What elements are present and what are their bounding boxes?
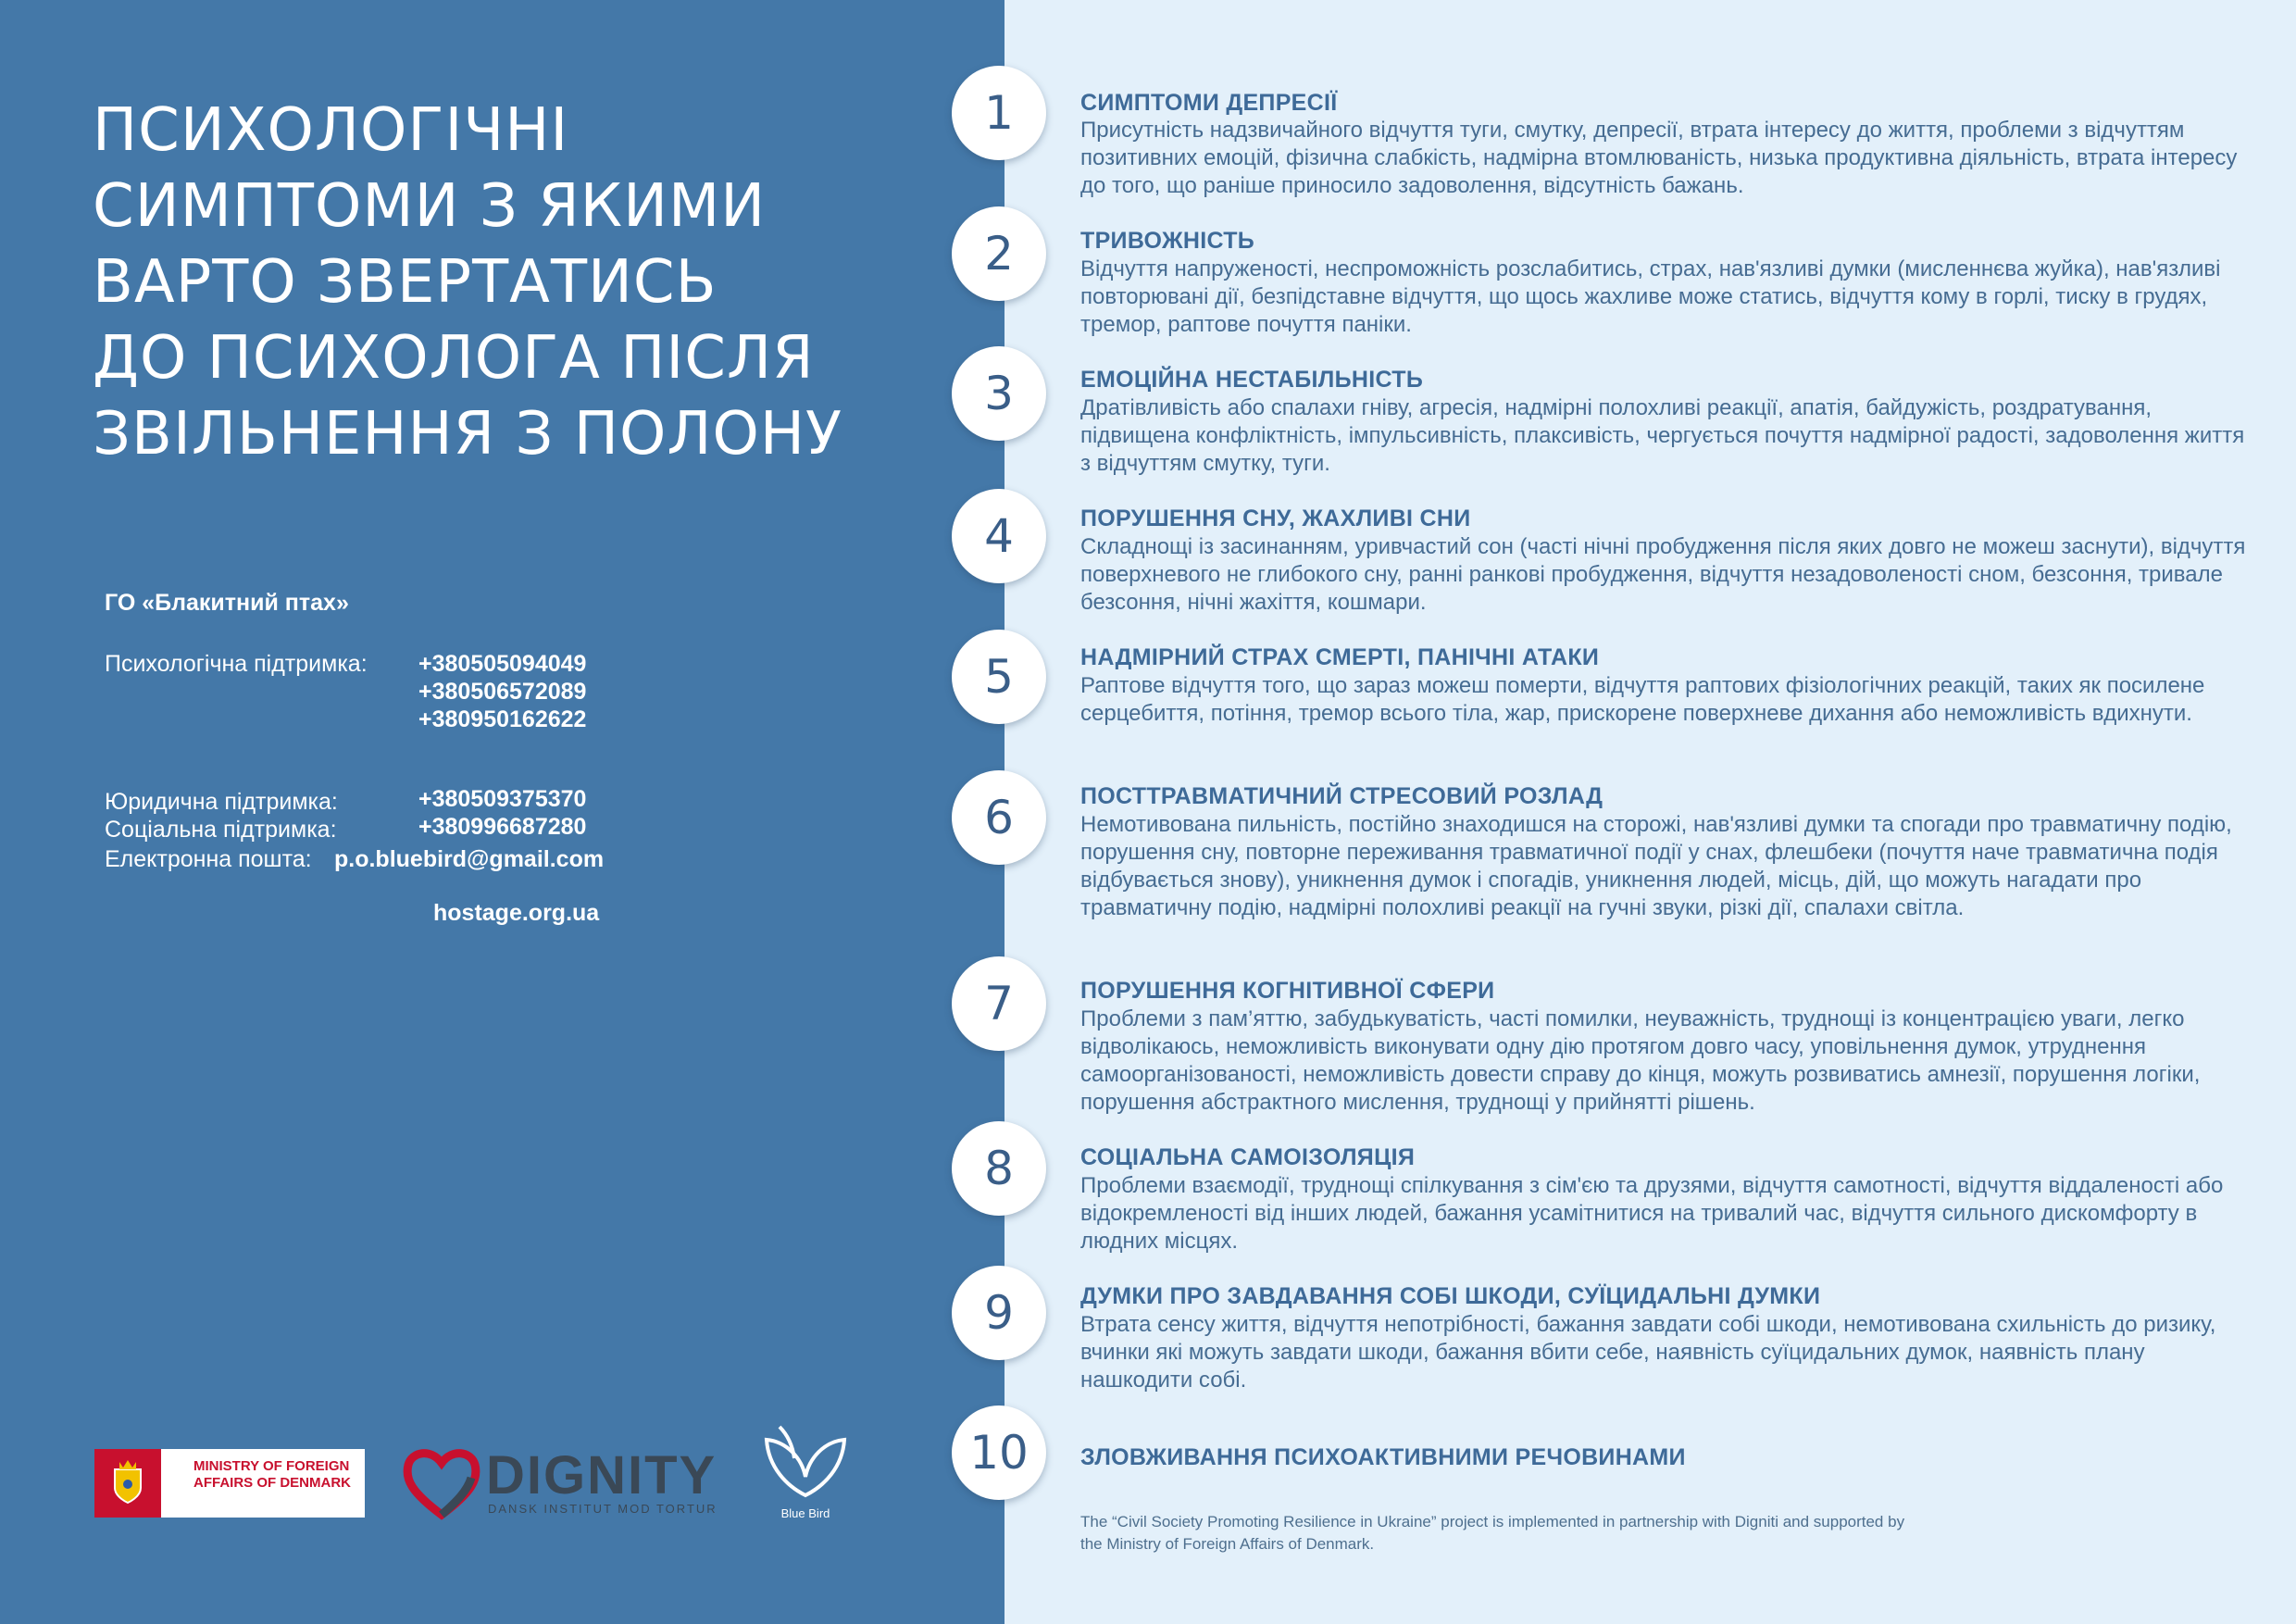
title-line: ЗВІЛЬНЕННЯ З ПОЛОНУ	[93, 400, 842, 468]
website-link[interactable]: hostage.org.ua	[433, 900, 600, 926]
dignity-subtitle: DANSK INSTITUT MOD TORTUR	[488, 1502, 718, 1516]
blue-bird-text: Blue Bird	[780, 1506, 830, 1520]
crest-icon	[94, 1449, 161, 1518]
title-line: ВАРТО ЗВЕРТАТИСЬ	[93, 248, 718, 317]
number-badge: 7	[952, 956, 1046, 1051]
symptom-title: ТРИВОЖНІСТЬ	[1080, 228, 1255, 254]
mfa-denmark-logo	[94, 1449, 365, 1518]
project-footnote: The “Civil Society Promoting Resilience in Ukraine” project is implemented in partnership with Digniti and supported by the Ministry of Foreign Affairs of Denmark.	[1080, 1513, 1905, 1553]
number-badge: 3	[952, 346, 1046, 441]
number-badge: 5	[952, 630, 1046, 724]
symptom-title: СОЦІАЛЬНА САМОІЗОЛЯЦІЯ	[1080, 1144, 1416, 1170]
symptom-description: Немотивована пильність, постійно знаходишся на сторожі, нав'язливі думки та спогади про травматичну подію, порушення сну, повторне переживання травматичної події у снах, флешбеки (почуття наче травматична подія відбувається знову), уникнення думок і спогадів, уникнення людей, місць, дій, що можуть нагадати про травматичну подію, надмірні полохливі реакції на гучні звуки, різкі дії, спалахи світла.	[1080, 812, 2232, 920]
symptom-description: Проблеми з пам’яттю, забудькуватість, часті помилки, неуважність, труднощі із концентрацією уваги, легко відволікаюсь, неможливість виконувати одну дію протягом довго часу, уповільнення думок, утруднення самоорганізованості, неможливість довести справу до кінця, можуть розвиватись амнезії, порушення логіки, порушення абстрактного мислення, труднощі у прийнятті рішень.	[1080, 1006, 2201, 1115]
number-badge: 6	[952, 770, 1046, 865]
title-line: ДО ПСИХОЛОГА ПІСЛЯ	[93, 324, 815, 393]
number-badge: 2	[952, 206, 1046, 301]
legal-support-label: Юридична підтримка:	[105, 789, 338, 815]
dignity-wordmark: DIGNITY	[486, 1445, 718, 1505]
symptom-title: СИМПТОМИ ДЕПРЕСІЇ	[1080, 90, 1338, 116]
page-title	[93, 93, 926, 472]
number-badge: 4	[952, 489, 1046, 583]
symptom-title: ПОРУШЕННЯ КОГНІТИВНОЇ СФЕРИ	[1080, 978, 1495, 1004]
mfa-logo-text: MINISTRY OF FOREIGN AFFAIRS OF DENMARK	[193, 1458, 351, 1491]
heart-icon	[403, 1444, 480, 1522]
symptom-title: ДУМКИ ПРО ЗАВДАВАННЯ СОБІ ШКОДИ, СУЇЦИДАЛЬНІ ДУМКИ	[1080, 1283, 1821, 1309]
number-badge: 1	[952, 66, 1046, 160]
symptom-description: Раптове відчуття того, що зараз можеш померти, відчуття раптових фізіологічних реакцій, таких як посилене серцебиття, потіння, тремор всього тіла, жар, прискорене поверхневе дихання або неможливість вдихнути.	[1080, 673, 2205, 726]
bird-icon	[759, 1421, 852, 1505]
organization-name: ГО «Блакитний птах»	[105, 590, 349, 616]
social-phone[interactable]: +380996687280	[418, 814, 587, 840]
symptom-description: Проблеми взаємодії, труднощі спілкування з сім'єю та друзями, відчуття самотності, відчуття віддаленості або відокремленості від інших людей, бажання усамітнитися на тривалий час, відчуття сильного дискомфорту в людних місцях.	[1080, 1173, 2224, 1254]
psych-phone-2[interactable]: +380506572089	[418, 679, 587, 705]
symptom-description: Складнощі із засинанням, уривчастий сон (часті нічні пробудження після яких довго не можеш заснути), відчуття поверхневого не глибокого сну, ранні ранкові пробудження, відчуття незадоволеності сном, безсоння, тривале безсоння, нічні жахіття, кошмари.	[1080, 534, 2246, 615]
number-badge: 9	[952, 1266, 1046, 1360]
title-line: ПСИХОЛОГІЧНІ	[93, 96, 569, 165]
symptom-title: ЕМОЦІЙНА НЕСТАБІЛЬНІСТЬ	[1080, 367, 1424, 393]
blue-bird-logo	[759, 1421, 852, 1523]
title-line: СИМПТОМИ З ЯКИМИ	[93, 172, 767, 241]
symptom-title: НАДМІРНИЙ СТРАХ СМЕРТІ, ПАНІЧНІ АТАКИ	[1080, 644, 1600, 670]
psych-phone-1[interactable]: +380505094049	[418, 651, 587, 677]
symptom-description: Відчуття напруженості, неспроможність розслабитись, страх, нав'язливі думки (мисленнєва жуйка), нав'язливі повторювані дії, безпідставне відчуття, що щось жахливе може статись, відчуття кому в горлі, тиску в грудях, тремор, раптове почуття паніки.	[1080, 256, 2221, 337]
psych-support-label: Психологічна підтримка:	[105, 651, 368, 677]
symptom-title: ЗЛОВЖИВАННЯ ПСИХОАКТИВНИМИ РЕЧОВИНАМИ	[1080, 1444, 1686, 1470]
symptom-description: Втрата сенсу життя, відчуття непотрібності, бажання завдати собі шкоди, немотивована схильність до ризику, вчинки які можуть завдати шкоди, бажання вбити себе, наявність суїцидальних думок, наявність плану нашкодити собі.	[1080, 1312, 2216, 1393]
symptom-description: Дратівливість або спалахи гніву, агресія, надмірні полохливі реакції, апатія, байдужість, роздратування, підвищена конфліктність, імпульсивність, плаксивість, чергується почуття надмірної радості, задоволення життя з відчуттям смутку, туги.	[1080, 395, 2245, 476]
psych-phone-3[interactable]: +380950162622	[418, 706, 587, 732]
number-badge: 8	[952, 1121, 1046, 1216]
symptom-description: Присутність надзвичайного відчуття туги, смутку, депресії, втрата інтересу до життя, проблеми з відчуттям позитивних емоцій, фізична слабкість, надмірна втомлюваність, низька продуктивна діяльність, втрата інтересу до того, що раніше приносило задоволення, відсутність бажань.	[1080, 118, 2238, 198]
symptom-title: ПОСТТРАВМАТИЧНИЙ СТРЕСОВИЙ РОЗЛАД	[1080, 783, 1603, 809]
dignity-logo	[403, 1444, 718, 1522]
symptom-title: ПОРУШЕННЯ СНУ, ЖАХЛИВІ СНИ	[1080, 506, 1471, 531]
legal-phone[interactable]: +380509375370	[418, 786, 587, 812]
number-badge: 10	[952, 1405, 1046, 1500]
email-link[interactable]: p.o.bluebird@gmail.com	[334, 846, 605, 872]
social-support-label: Соціальна підтримка:	[105, 817, 337, 843]
email-label: Електронна пошта:	[105, 846, 312, 872]
